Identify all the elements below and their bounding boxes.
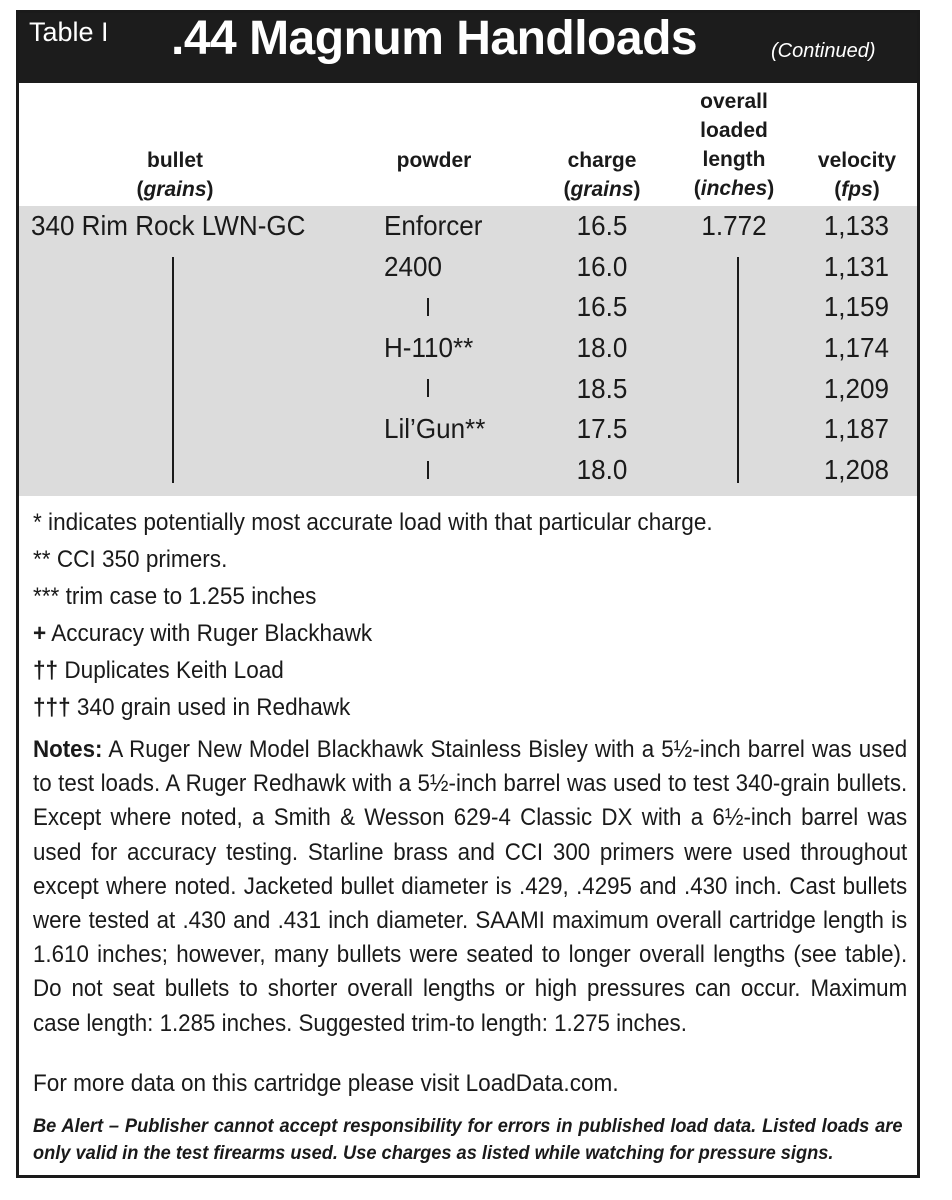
- load-table-panel: [16, 10, 920, 1178]
- cell-charge: 16.0: [576, 251, 628, 282]
- header-powder: powder: [396, 149, 472, 172]
- cell-velocity: 1,187: [823, 413, 889, 444]
- continued-label: (Continued): [771, 40, 876, 62]
- cell-velocity: 1,133: [823, 210, 889, 241]
- cell-powder: Enforcer: [384, 210, 483, 241]
- notes-paragraph: Notes: A Ruger New Model Blackhawk Stainless Bisley with a 5½-inch barrel was used to test loads. A Ruger Redhawk with a 5½-inch barrel was used to test 340-grain bullets. Except where noted, a Smith & Wesson 629-4 Classic DX with a 6½-inch barrel was used for accuracy testing. Starline brass and CCI 300 primers were used throughout except where noted. Jacketed bullet diameter is .429, .4295 and .430 inch. Cast bullets were tested at .430 and .431 inch diameter. SAAMI maximum overall cartridge length is 1.610 inches; however, many bullets were seated to longer overall lengths (see table). Do not seat bullets to shorter overall lengths or high pressures can occur. Maximum case length: 1.285 inches. Suggested trim-to length: 1.275 inches.: [33, 736, 908, 1037]
- cell-velocity: 1,208: [823, 454, 889, 485]
- more-data-line: For more data on this cartridge please visit LoadData.com.: [33, 1070, 619, 1097]
- footnote-accuracy: + Accuracy with Ruger Blackhawk: [33, 620, 373, 647]
- title-bar: [19, 13, 917, 83]
- ditto-line-oal: [737, 257, 739, 483]
- cell-velocity: 1,209: [823, 373, 889, 404]
- header-overall-length: overall loaded length (inches): [693, 90, 775, 200]
- table-number: Table I: [29, 17, 109, 47]
- cell-charge: 17.5: [576, 413, 628, 444]
- cell-oal: 1.772: [701, 210, 767, 241]
- cell-velocity: 1,131: [823, 251, 889, 282]
- header-velocity: velocity (fps): [817, 149, 897, 201]
- header-charge: charge (grains): [563, 149, 641, 201]
- footnote-accurate: * indicates potentially most accurate load with that particular charge.: [33, 509, 713, 536]
- cell-bullet: 340 Rim Rock LWN-GC: [31, 210, 306, 241]
- cell-powder: 2400: [384, 251, 442, 282]
- cell-charge: 18.5: [576, 373, 628, 404]
- cell-powder: H-110**: [384, 332, 474, 363]
- ditto-mark-lilgun: [427, 461, 429, 479]
- footnote-redhawk: ††† 340 grain used in Redhawk: [33, 694, 351, 721]
- cell-velocity: 1,159: [823, 291, 889, 322]
- cell-charge: 16.5: [576, 210, 628, 241]
- ditto-line-bullet: [172, 257, 174, 483]
- alert-disclaimer: Be Alert – Publisher cannot accept responsibility for errors in published load data. Listed loads are only valid in the test firearms used. Use charges as listed while watching for pressure signs.: [33, 1115, 903, 1164]
- cell-powder: Lil’Gun**: [384, 413, 486, 444]
- cell-charge: 16.5: [576, 291, 628, 322]
- ditto-mark-2400: [427, 298, 429, 316]
- header-bullet: bullet (grains): [136, 149, 214, 201]
- footnote-cci350: ** CCI 350 primers.: [33, 546, 228, 573]
- table-title: .44 Magnum Handloads: [171, 12, 698, 65]
- cell-charge: 18.0: [576, 454, 628, 485]
- footnote-trim: *** trim case to 1.255 inches: [33, 583, 317, 610]
- footnote-keith: †† Duplicates Keith Load: [33, 657, 284, 684]
- cell-charge: 18.0: [576, 332, 628, 363]
- cell-velocity: 1,174: [823, 332, 889, 363]
- ditto-mark-h110: [427, 379, 429, 397]
